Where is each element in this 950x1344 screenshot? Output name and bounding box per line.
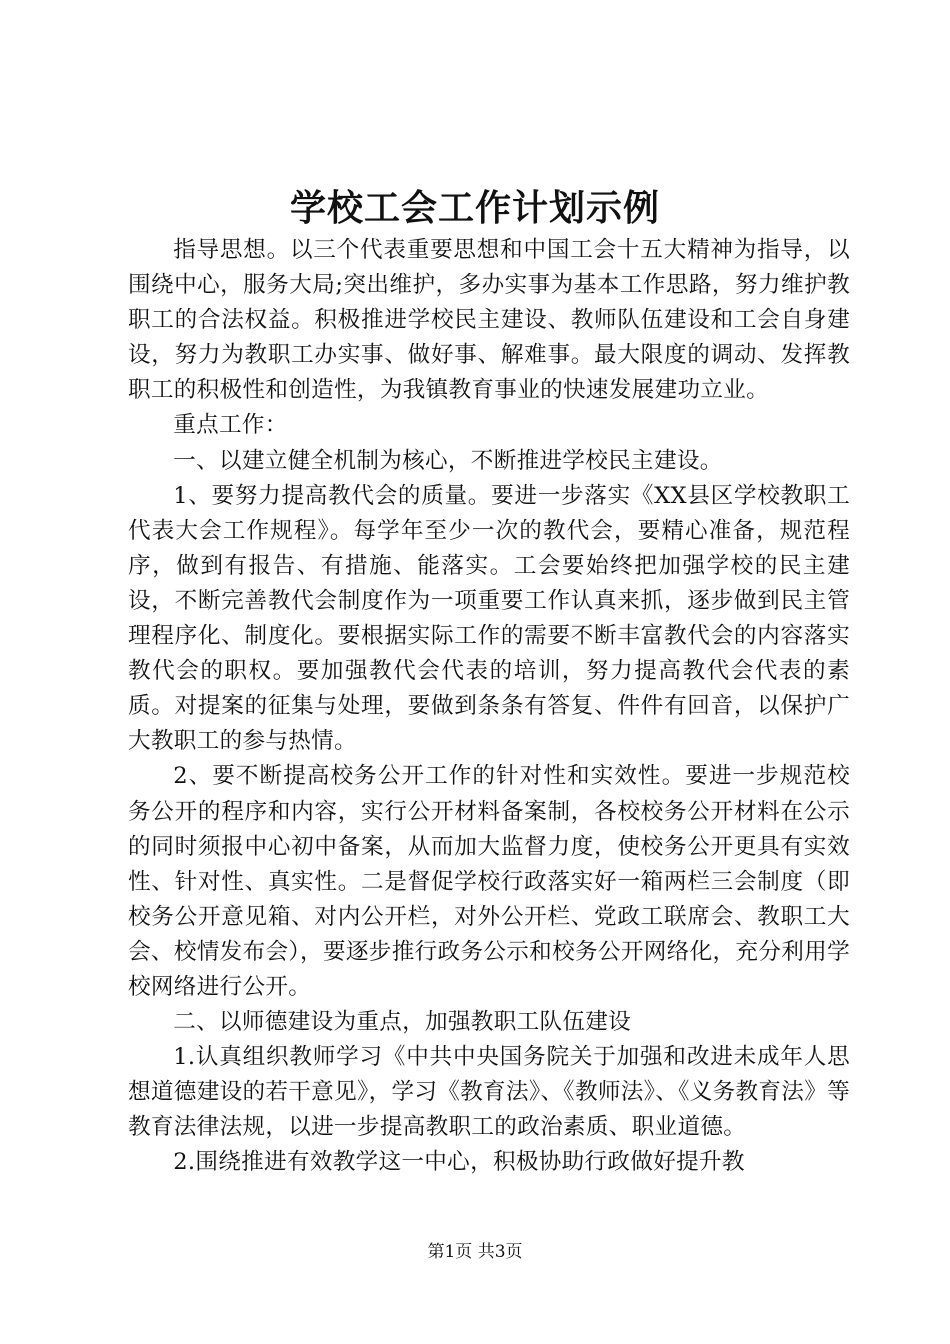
paragraph-study-regulations: 1.认真组织教师学习《中共中央国务院关于加强和改进未成年人思想道德建设的若干意见》，学习《教育法》、《教师法》、《义务教育法》等教育法律法规，以进一步提高教职工的政治素质、职业道德。 [128,1044,850,1141]
section-heading-teacher-ethics: 二、以师德建设为重点，加强教职工队伍建设 [173,1009,632,1036]
page-number-footer: 第1页 共3页 [427,1242,523,1262]
paragraph-key-work-heading: 重点工作： [173,412,288,439]
paragraph-guiding-ideology: 指导思想。以三个代表重要思想和中国工会十五大精神为指导，以围绕中心，服务大局;突出维护，多办实事为基本工作思路，努力维护教职工的合法权益。积极推进学校民主建设、教师队伍建设和工会自身建设，努力为教职工办实事、做好事、解难事。最大限度的调动、发挥教职工的积极性和创造性，为我镇教育事业的快速发展建功立业。 [128,237,850,404]
paragraph-school-affairs-disclosure: 2、要不断提高校务公开工作的针对性和实效性。要进一步规范校务公开的程序和内容，实行公开材料备案制，各校校务公开材料在公示的同时须报中心初中备案，从而加大监督力度，使校务公开更具有实效性、针对性、真实性。二是督促学校行政落实好一箱两栏三会制度（即校务公开意见箱、对内公开栏，对外公开栏、党政工联席会、教职工大会、校情发布会），要逐步推行政务公示和校务公开网络化，充分利用学校网络进行公开。 [128,763,850,1000]
document-title: 学校工会工作计划示例 [289,187,660,229]
paragraph-effective-teaching: 2.围绕推进有效教学这一中心，积极协助行政做好提升教 [173,1149,745,1176]
document-body [128,233,850,1181]
section-heading-democratic-building: 一、以建立健全机制为核心，不断推进学校民主建设。 [173,447,723,474]
paragraph-teachers-congress: 1、要努力提高教代会的质量。要进一步落实《XX县区学校教职工代表大会工作规程》。每学年至少一次的教代会，要精心准备，规范程序，做到有报告、有措施、能落实。工会要始终把加强学校的民主建设，不断完善教代会制度作为一项重要工作认真来抓，逐步做到民主管理程序化、制度化。要根据实际工作的需要不断丰富教代会的内容落实教代会的职权。要加强教代会代表的培训，努力提高教代会代表的素质。对提案的征集与处理，要做到条条有答复、件件有回音，以保护广大教职工的参与热情。 [128,482,850,755]
